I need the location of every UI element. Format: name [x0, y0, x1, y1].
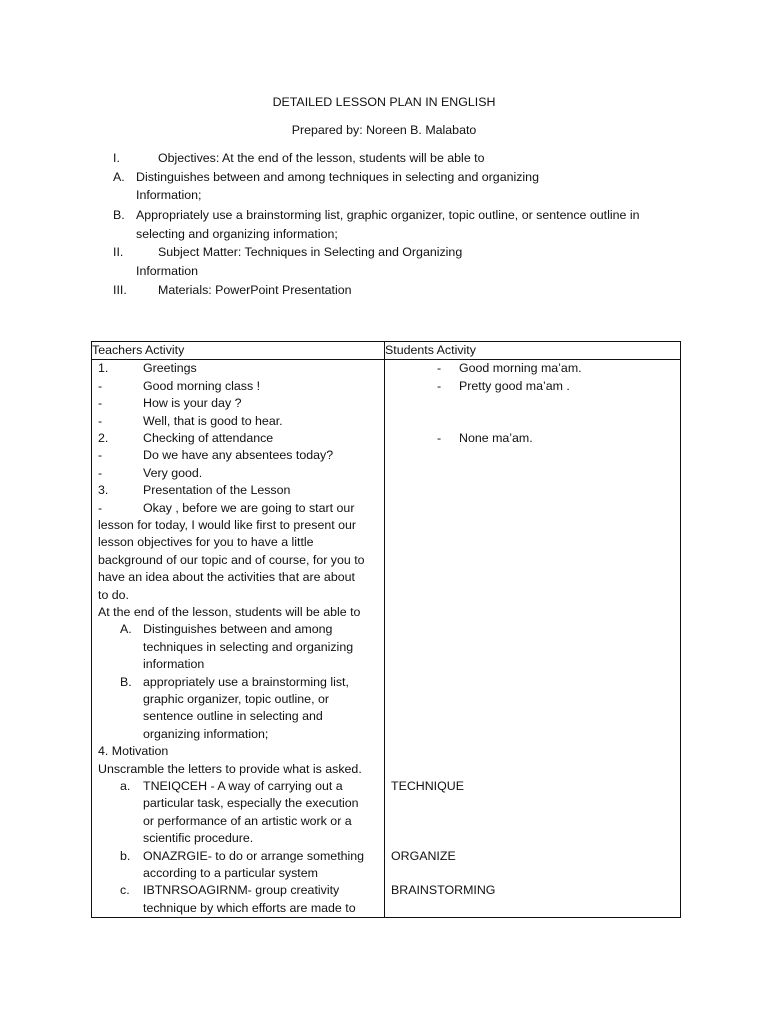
teacher-line: to do.: [98, 587, 130, 602]
outline-text: selecting and organizing information;: [136, 227, 338, 241]
teacher-line: appropriately use a brainstorming list,: [143, 674, 349, 689]
teacher-line: At the end of the lesson, students will be able to: [98, 605, 361, 619]
teacher-line: Okay , before we are going to start our: [143, 500, 355, 515]
students-activity-cell: [385, 360, 681, 918]
outline-text: Objectives: At the end of the lesson, students will be able to: [158, 151, 485, 165]
student-line: BRAINSTORMING: [391, 883, 496, 898]
students-activity-header: Students Activity: [385, 342, 681, 360]
student-line: ORGANIZE: [391, 848, 456, 863]
outline-text: Materials: PowerPoint Presentation: [158, 283, 352, 297]
table-header-row: [92, 342, 681, 360]
list-marker: -: [98, 500, 103, 515]
list-marker: -: [98, 396, 103, 411]
outline-marker: A.: [113, 170, 125, 184]
outline-text: Appropriately use a brainstorming list, graphic organizer, topic outline, or sentence outline in: [136, 208, 640, 222]
student-line: Pretty good ma’am .: [459, 378, 570, 393]
teacher-line: TNEIQCEH - A way of carrying out a: [143, 779, 343, 793]
teacher-line: technique by which efforts are made to: [143, 900, 356, 915]
outline-text: Subject Matter: Techniques in Selecting and Organizing: [158, 245, 463, 259]
list-marker: a.: [120, 779, 131, 793]
teacher-line: techniques in selecting and organizing: [143, 639, 354, 654]
teacher-line: How is your day ?: [143, 396, 242, 411]
teacher-line: Greetings: [143, 361, 197, 376]
outline-marker: III.: [113, 283, 127, 297]
table-row: [92, 360, 681, 918]
teacher-line: Unscramble the letters to provide what is asked.: [98, 761, 362, 776]
document-title: DETAILED LESSON PLAN IN ENGLISH: [272, 95, 496, 109]
teacher-line: Checking of attendance: [143, 431, 274, 445]
list-marker: -: [98, 448, 103, 463]
teacher-line: 4. Motivation: [98, 744, 169, 759]
teacher-line: according to a particular system: [143, 866, 318, 880]
list-marker: -: [98, 465, 103, 480]
teacher-line: Good morning class !: [143, 378, 261, 393]
teachers-activity-header: Teachers Activity: [92, 342, 385, 360]
list-marker: A.: [120, 622, 132, 637]
teacher-line: scientific procedure.: [143, 831, 254, 846]
student-line: Good morning ma’am.: [459, 361, 582, 376]
student-line: None ma’am.: [459, 431, 533, 445]
list-marker: -: [98, 413, 103, 428]
activity-table: [91, 341, 681, 918]
teacher-line: background of our topic and of course, for you to: [98, 552, 365, 567]
prepared-by: Prepared by: Noreen B. Malabato: [291, 123, 477, 137]
teacher-line: Distinguishes between and among: [143, 622, 333, 637]
teacher-line: lesson objectives for you to have a little: [98, 535, 314, 550]
list-marker: -: [437, 361, 442, 376]
list-marker: b.: [120, 848, 131, 863]
teacher-line: Presentation of the Lesson: [143, 483, 291, 498]
list-marker: B.: [120, 674, 132, 689]
teacher-line: organizing information;: [143, 726, 269, 741]
teacher-line: graphic organizer, topic outline, or: [143, 692, 329, 706]
outline-text: Information;: [136, 188, 202, 202]
outline-marker: I.: [113, 151, 120, 165]
list-marker: 1.: [98, 361, 109, 376]
teacher-line: information: [143, 657, 205, 672]
outline-text: Distinguishes between and among techniques in selecting and organizing: [136, 170, 539, 184]
teacher-line: Well, that is good to hear.: [143, 413, 283, 428]
list-marker: c.: [120, 883, 130, 898]
list-marker: -: [437, 378, 442, 393]
teacher-line: sentence outline in selecting and: [143, 709, 323, 724]
teacher-line: ONAZRGIE- to do or arrange something: [143, 848, 365, 863]
teacher-line: IBTNRSOAGIRNM- group creativity: [143, 883, 340, 898]
list-marker: 3.: [98, 483, 109, 498]
outline-marker: B.: [113, 208, 125, 222]
list-marker: -: [98, 378, 103, 393]
outline-text: Information: [136, 264, 198, 278]
outline-marker: II.: [113, 245, 124, 259]
list-marker: 2.: [98, 431, 109, 445]
teacher-line: particular task, especially the execution: [143, 796, 359, 811]
teacher-line: have an idea about the activities that are about: [98, 570, 355, 585]
student-line: TECHNIQUE: [391, 779, 464, 793]
teacher-line: or performance of an artistic work or a: [143, 813, 352, 828]
teachers-activity-cell: [92, 360, 385, 918]
teacher-line: Very good.: [143, 465, 203, 480]
list-marker: -: [437, 431, 442, 445]
teacher-line: lesson for today, I would like first to present our: [98, 518, 357, 532]
teacher-line: Do we have any absentees today?: [143, 448, 334, 463]
